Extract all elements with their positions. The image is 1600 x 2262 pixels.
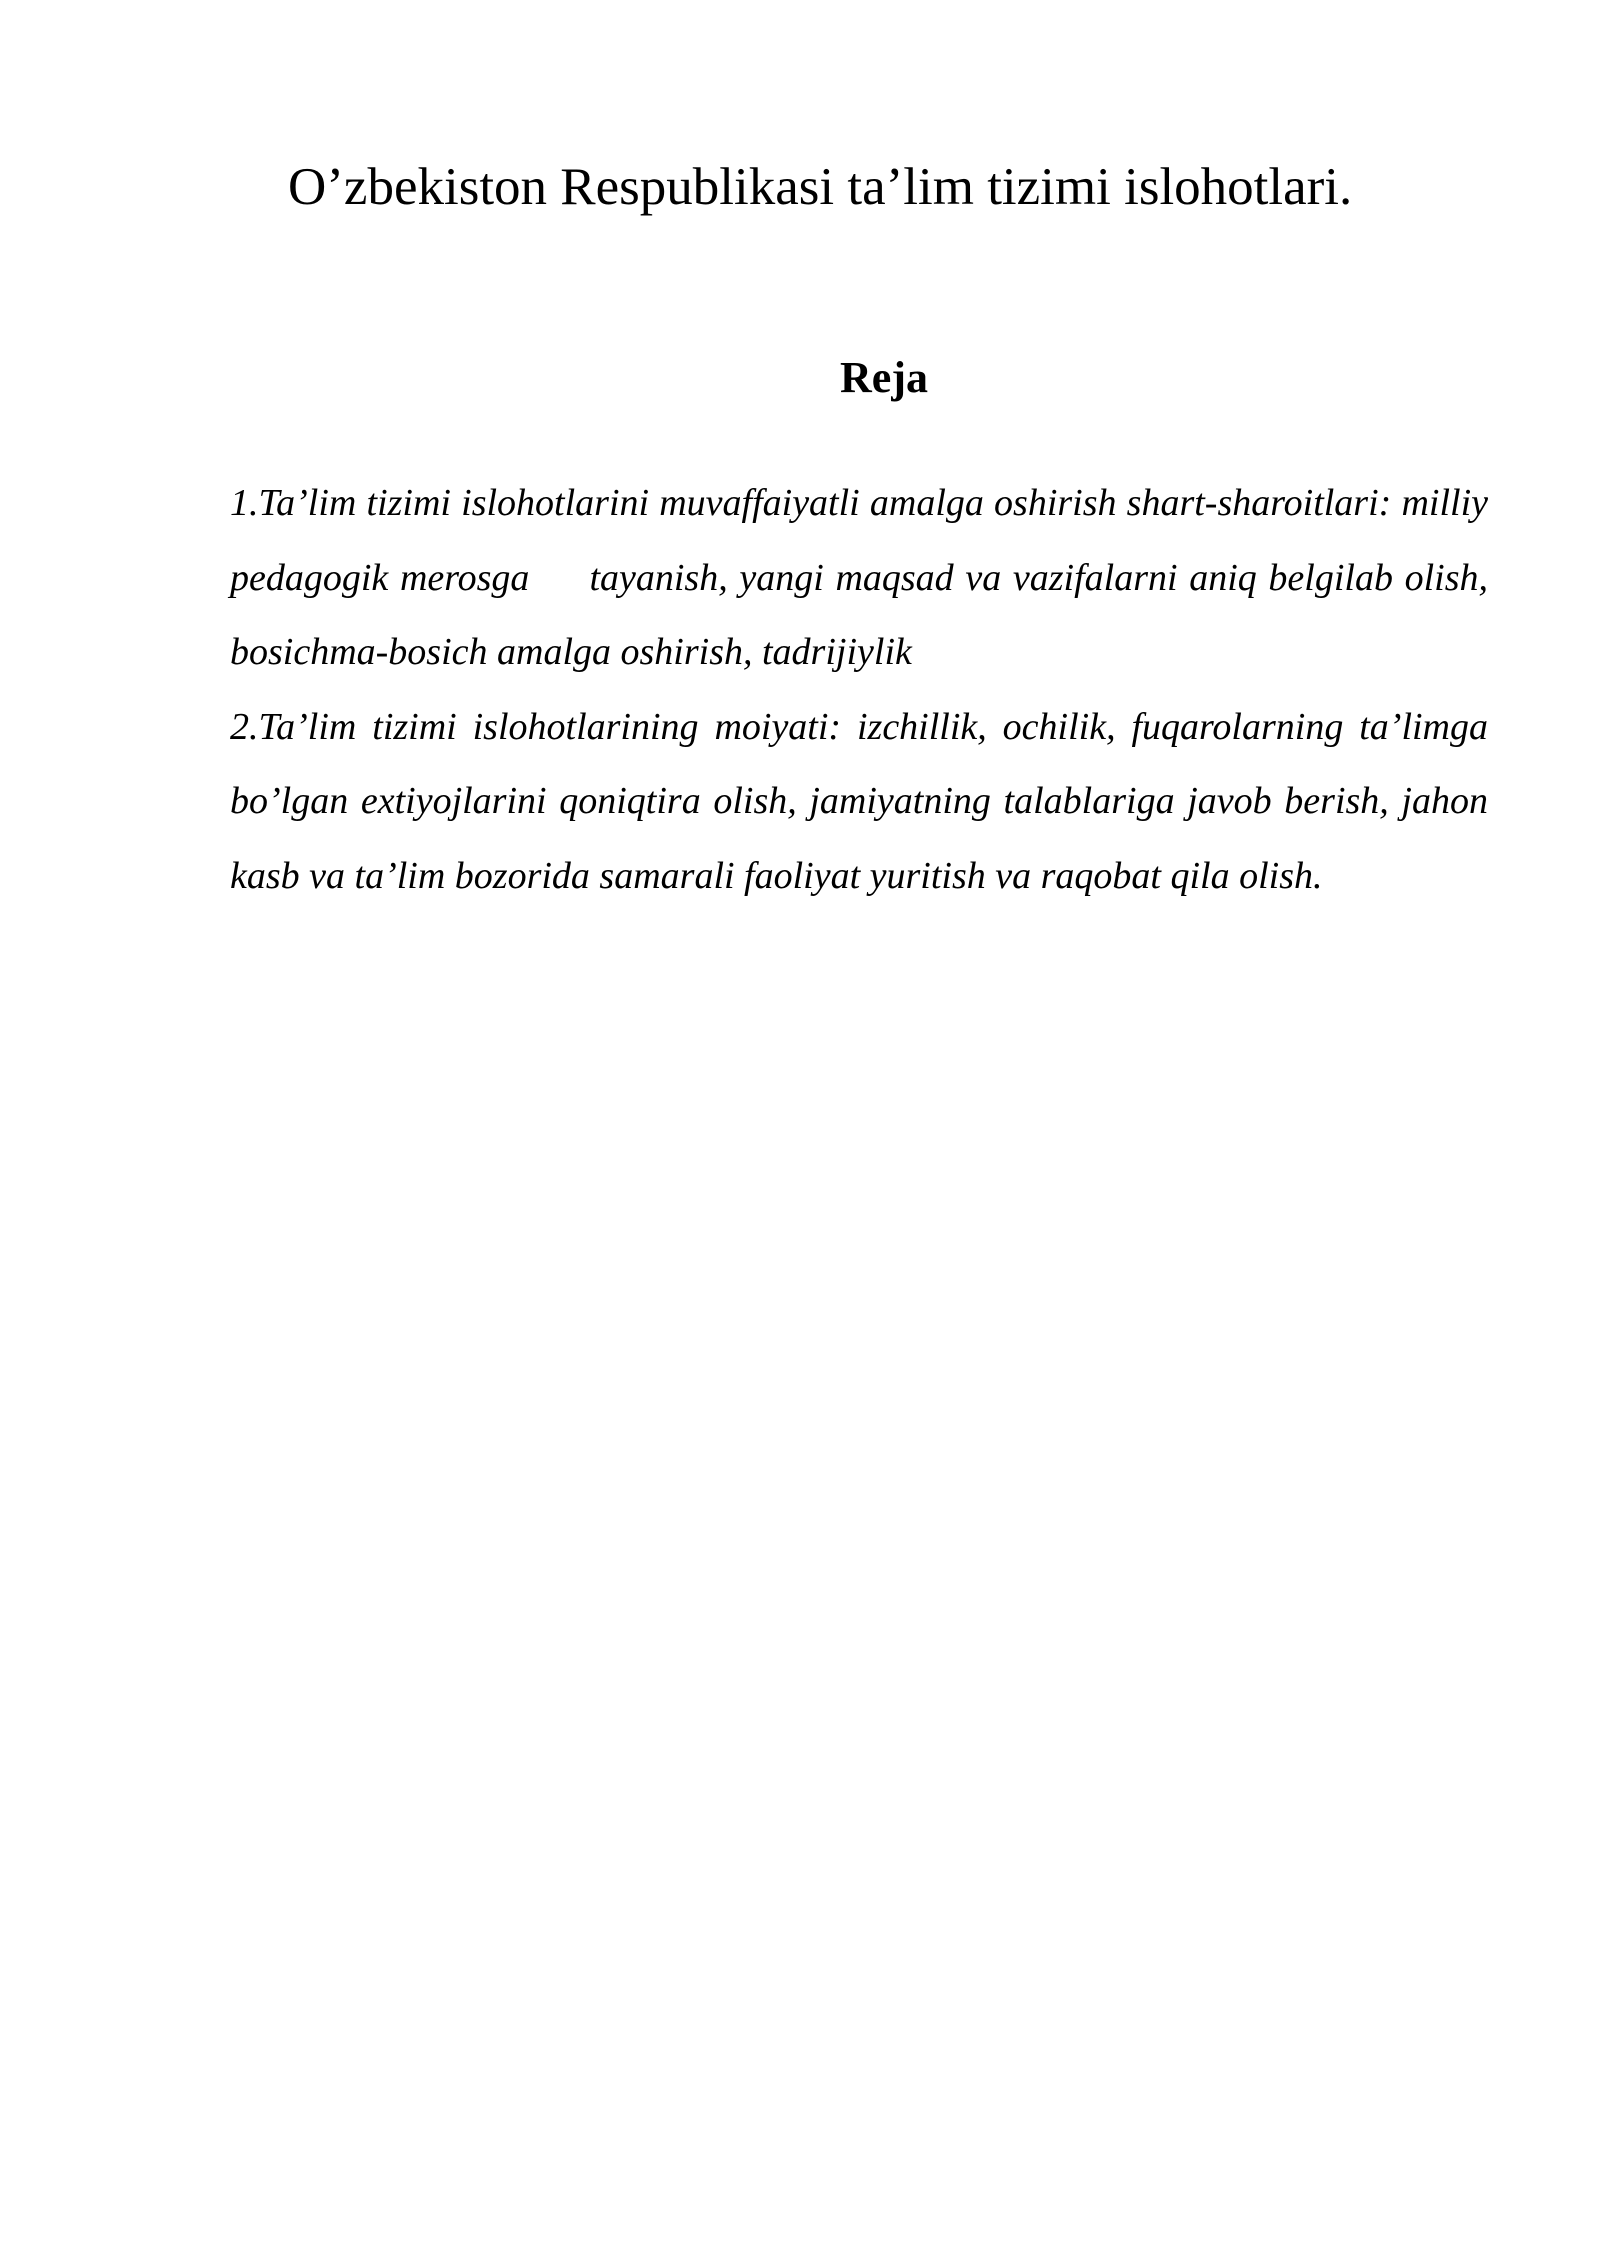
plan-item-1-text-b: tayanish, yangi maqsad va vazifalarni aniq belgilab olish, bosichma-bosich amalga oshirish, tadrijiylik: [230, 556, 1489, 673]
plan-item-1-text-a: 1.Ta’lim tizimi islohotlarini muvaffaiyatli amalga oshirish shart-sharoitlari: milliy pedagogik merosga: [230, 482, 1488, 599]
plan-heading: Reja: [840, 353, 928, 402]
plan-item-1: [230, 466, 1488, 690]
plan-item-2: 2.Ta’lim tizimi islohotlarining moiyati: izchillik, ochilik, fuqarolarning ta’limga bo’lgan extiyojlarini qoniqtira olish, jamiyatning talablariga javob berish, jahon kasb va ta’lim bozorida samarali faoliyat yuritish va raqobat qila olish.: [230, 705, 1488, 897]
plan-list: [230, 466, 1488, 913]
document-title: O’zbekiston Respublikasi ta’lim tizimi islohotlari.: [288, 158, 1353, 216]
